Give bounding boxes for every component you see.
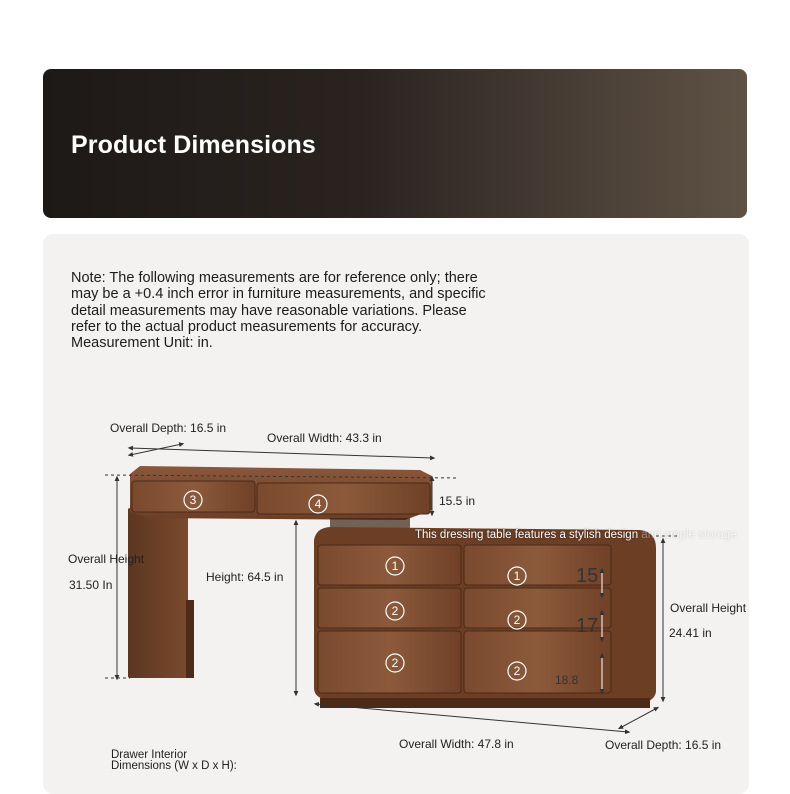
cabinet-overall-height-label: Overall Height bbox=[670, 601, 747, 615]
desk-drawer-height-label: 15.5 in bbox=[439, 494, 476, 508]
total-height-label: Height: 64.5 in bbox=[206, 570, 284, 584]
drawer-size-label: 18.8 bbox=[555, 673, 579, 687]
cabinet-drawer bbox=[318, 545, 461, 585]
cabinet-width-line bbox=[316, 704, 628, 732]
badge-number: 4 bbox=[314, 497, 322, 511]
feature-caption-faded: and ample storage bbox=[641, 529, 737, 541]
drawer-size-label: 17 bbox=[576, 615, 599, 637]
page-title: Product Dimensions bbox=[71, 131, 316, 159]
cabinet-overall-depth-label: Overall Depth: 16.5 in bbox=[605, 738, 722, 752]
feature-caption-text: This dressing table features a stylish design bbox=[415, 529, 639, 541]
desk-overall-height-value: 31.50 In bbox=[69, 578, 113, 592]
desk-overall-height-label: Overall Height bbox=[68, 552, 145, 566]
feature-caption bbox=[415, 529, 737, 541]
badge-number: 2 bbox=[513, 664, 521, 678]
badge-number: 3 bbox=[189, 493, 197, 507]
note-line: Note: The following measurements are for reference only; there bbox=[71, 270, 478, 286]
cabinet-depth-line bbox=[620, 708, 657, 728]
drawer-interior-line: Drawer Interior bbox=[111, 749, 188, 761]
desk-drawer-4 bbox=[257, 483, 430, 514]
desk-overall-depth-label: Overall Depth: 16.5 in bbox=[110, 421, 227, 435]
badge-number: 1 bbox=[391, 559, 399, 573]
desk-leg-shadow bbox=[186, 600, 194, 678]
note-line: Measurement Unit: in. bbox=[71, 335, 213, 352]
desk-leg bbox=[128, 508, 188, 678]
drawer-interior-heading bbox=[111, 750, 237, 771]
badge-number: 2 bbox=[391, 656, 399, 670]
badge-number: 1 bbox=[513, 569, 521, 583]
cabinet-overall-width-label: Overall Width: 47.8 in bbox=[399, 737, 514, 751]
desk-width-line bbox=[130, 448, 433, 458]
badge-number: 2 bbox=[513, 613, 521, 627]
cabinet-unit bbox=[314, 527, 656, 708]
cabinet-drawer bbox=[318, 588, 461, 628]
desk-swivel-base bbox=[330, 518, 410, 528]
cabinet-drawer bbox=[464, 631, 611, 693]
desk-overall-width-label: Overall Width: 43.3 in bbox=[267, 431, 382, 445]
cabinet-overall-height-value: 24.41 in bbox=[669, 626, 712, 640]
cabinet-plinth bbox=[320, 698, 650, 708]
cabinet-drawer bbox=[318, 631, 461, 693]
note-line: may be a +0.4 inch error in furniture measurements, and specific bbox=[71, 286, 486, 303]
note-line: refer to the actual product measurements for accuracy. bbox=[71, 318, 423, 335]
note-line: detail measurements may have reasonable variations. Please bbox=[71, 302, 467, 319]
drawer-size-label: 15 bbox=[576, 565, 599, 587]
badge-number: 2 bbox=[391, 604, 399, 618]
drawer-interior-line: Dimensions (W x D x H): bbox=[111, 759, 237, 772]
